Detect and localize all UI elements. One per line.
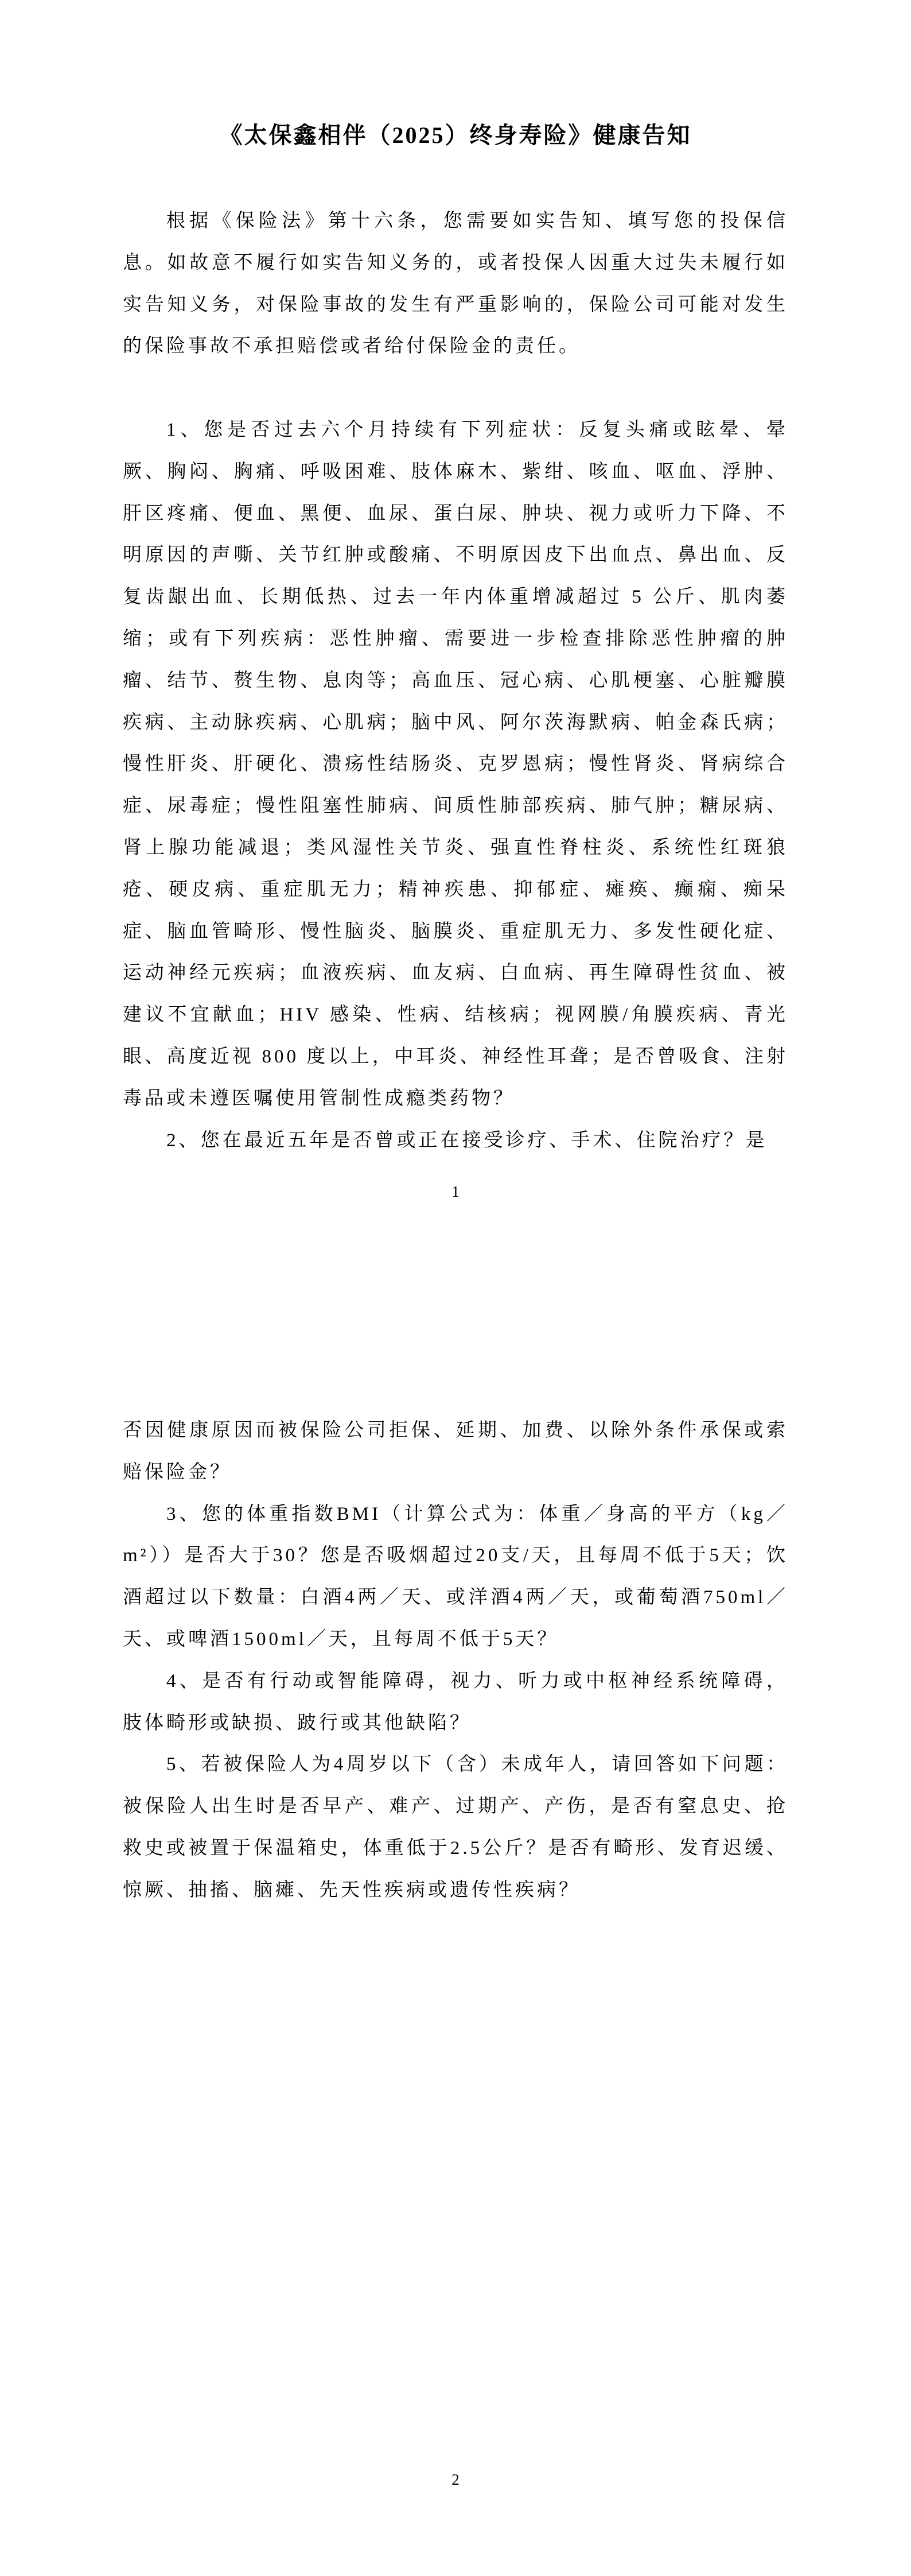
question-4-paragraph: 4、是否有行动或智能障碍，视力、听力或中枢神经系统障碍，肢体畸形或缺损、跛行或其他缺陷？ <box>123 1670 788 1733</box>
page1-number: 1 <box>451 1183 460 1200</box>
question-1-paragraph: 1、您是否过去六个月持续有下列症状：反复头痛或眩晕、晕厥、胸闷、胸痛、呼吸困难、肢体麻木、紫绀、咳血、呕血、浮肿、肝区疼痛、便血、黑便、血尿、蛋白尿、肿块、视力或听力下降、不明原因的声嘶、关节红肿或酸痛、不明原因皮下出血点、鼻出血、反复齿龈出血、长期低热、过去一年内体重增减超过 5 公斤、肌肉萎缩；或有下列疾病：恶性肿瘤、需要进一步检查排除恶性肿瘤的肿瘤、结节、赘生物、息肉等；高血压、冠心病、心肌梗塞、心脏瓣膜疾病、主动脉疾病、心肌病；脑中风、阿尔茨海默病、帕金森氏病；慢性肝炎、肝硬化、溃疡性结肠炎、克罗恩病；慢性肾炎、肾病综合症、尿毒症；慢性阻塞性肺病、间质性肺部疾病、肺气肿；糖尿病、肾上腺功能减退；类风湿性关节炎、强直性脊柱炎、系统性红斑狼疮、硬皮病、重症肌无力；精神疾患、抑郁症、瘫痪、癫痫、痴呆症、脑血管畸形、慢性脑炎、脑膜炎、重症肌无力、多发性硬化症、运动神经元疾病；血液疾病、血友病、白血病、再生障碍性贫血、被建议不宜献血；HIV 感染、性病、结核病；视网膜/角膜疾病、青光眼、高度近视 800 度以上，中耳炎、神经性耳聋；是否曾吸食、注射毒品或未遵医嘱使用管制性成瘾类药物？ <box>123 419 788 1109</box>
page-2 <box>0 1288 911 2576</box>
question-5-paragraph: 5、若被保险人为4周岁以下（含）未成年人，请回答如下问题：被保险人出生时是否早产、难产、过期产、产伤，是否有窒息史、抢救史或被置于保温箱史，体重低于2.5公斤？是否有畸形、发育迟缓、惊厥、抽搐、脑瘫、先天性疾病或遗传性疾病？ <box>123 1754 788 1900</box>
question-2-paragraph-part1: 2、您在最近五年是否曾或正在接受诊疗、手术、住院治疗？是 <box>166 1130 768 1151</box>
intro-paragraph: 根据《保险法》第十六条，您需要如实告知、填写您的投保信息。如故意不履行如实告知义务的，或者投保人因重大过失未履行如实告知义务，对保险事故的发生有严重影响的，保险公司可能对发生的保险事故不承担赔偿或者给付保险金的责任。 <box>123 211 788 357</box>
page1-body <box>123 200 788 1161</box>
page2-number: 2 <box>451 2471 460 2488</box>
question-3-paragraph: 3、您的体重指数BMI（计算公式为：体重／身高的平方（kg／m²））是否大于30？您是否吸烟超过20支/天，且每周不低于5天；饮酒超过以下数量：白酒4两／天、或洋酒4两／天，或葡萄酒750ml／天、或啤酒1500ml／天，且每周不低于5天？ <box>123 1503 788 1650</box>
document-title: 《太保鑫相伴（2025）终身寿险》健康告知 <box>219 122 692 148</box>
question-2-paragraph-part2: 否因健康原因而被保险公司拒保、延期、加费、以除外条件承保或索赔保险金？ <box>123 1420 788 1483</box>
page2-body <box>123 1410 788 1911</box>
